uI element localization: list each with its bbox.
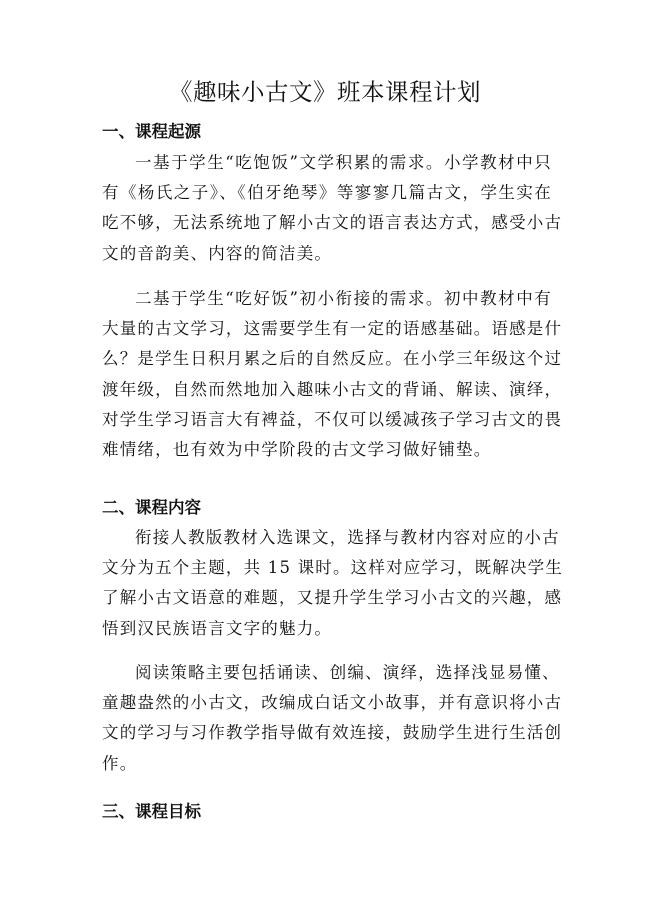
document-title: 《趣味小古文》班本课程计划 [169,78,481,106]
section-heading-origin: 一、课程起源 [102,122,201,141]
paragraph-line: 阅读策略主要包括诵读、创编、演绎，选择浅显易懂、 [135,663,560,682]
paragraph-line: 对学生学习语言大有裨益，不仅可以缓减孩子学习古文的畏 [102,409,563,429]
paragraph-line: 么？是学生日积月累之后的自然反应。在小学三年级这个过 [102,349,563,369]
paragraph-origin-2 [102,284,563,465]
paragraph-line: 文的音韵美、内容的简洁美。 [102,243,333,263]
paragraph-line: 有《杨氏之子》、《伯牙绝琴》等寥寥几篇古文，学生实在 [102,183,552,203]
section-heading-content: 二、课程内容 [102,498,201,517]
paragraph-line: 作。 [102,753,138,773]
paragraph-origin-1 [102,148,563,269]
paragraph-line: 了解小古文语意的难题，又提升学生学习小古文的兴趣，感 [102,588,563,608]
paragraph-line: 二基于学生“吃好饭”初小衔接的需求。初中教材中有 [135,289,552,308]
paragraph-content-1 [102,523,564,644]
paragraph-line: 大量的古文学习，这需要学生有一定的语感基础。语感是什 [102,319,563,339]
paragraph-line: 童趣盎然的小古文，改编成白话文小故事，并有意识将小古 [102,693,563,713]
paragraph-line: 文的学习与习作教学指导做有效连接，鼓励学生进行生活创 [102,723,563,743]
paragraph-line: 衔接人教版教材入选课文，选择与教材内容对应的小古 [135,528,560,547]
paragraph-line: 难情绪，也有效为中学阶段的古文学习做好铺垫。 [102,440,492,460]
paragraph-line: 渡年级，自然而然地加入趣味小古文的背诵、解读、演绎， [102,379,563,399]
paragraph-line: 一基于学生“吃饱饭”文学积累的需求。小学教材中只 [135,153,552,172]
paragraph-content-2 [102,658,563,779]
paragraph-line: 文分为五个主题，共 15 课时。这样对应学习，既解决学生 [102,558,564,578]
section-heading-goals: 三、课程目标 [102,802,201,821]
paragraph-line: 吃不够，无法系统地了解小古文的语言表达方式，感受小古 [102,213,563,233]
paragraph-line: 悟到汉民族语言文字的魅力。 [102,618,333,638]
